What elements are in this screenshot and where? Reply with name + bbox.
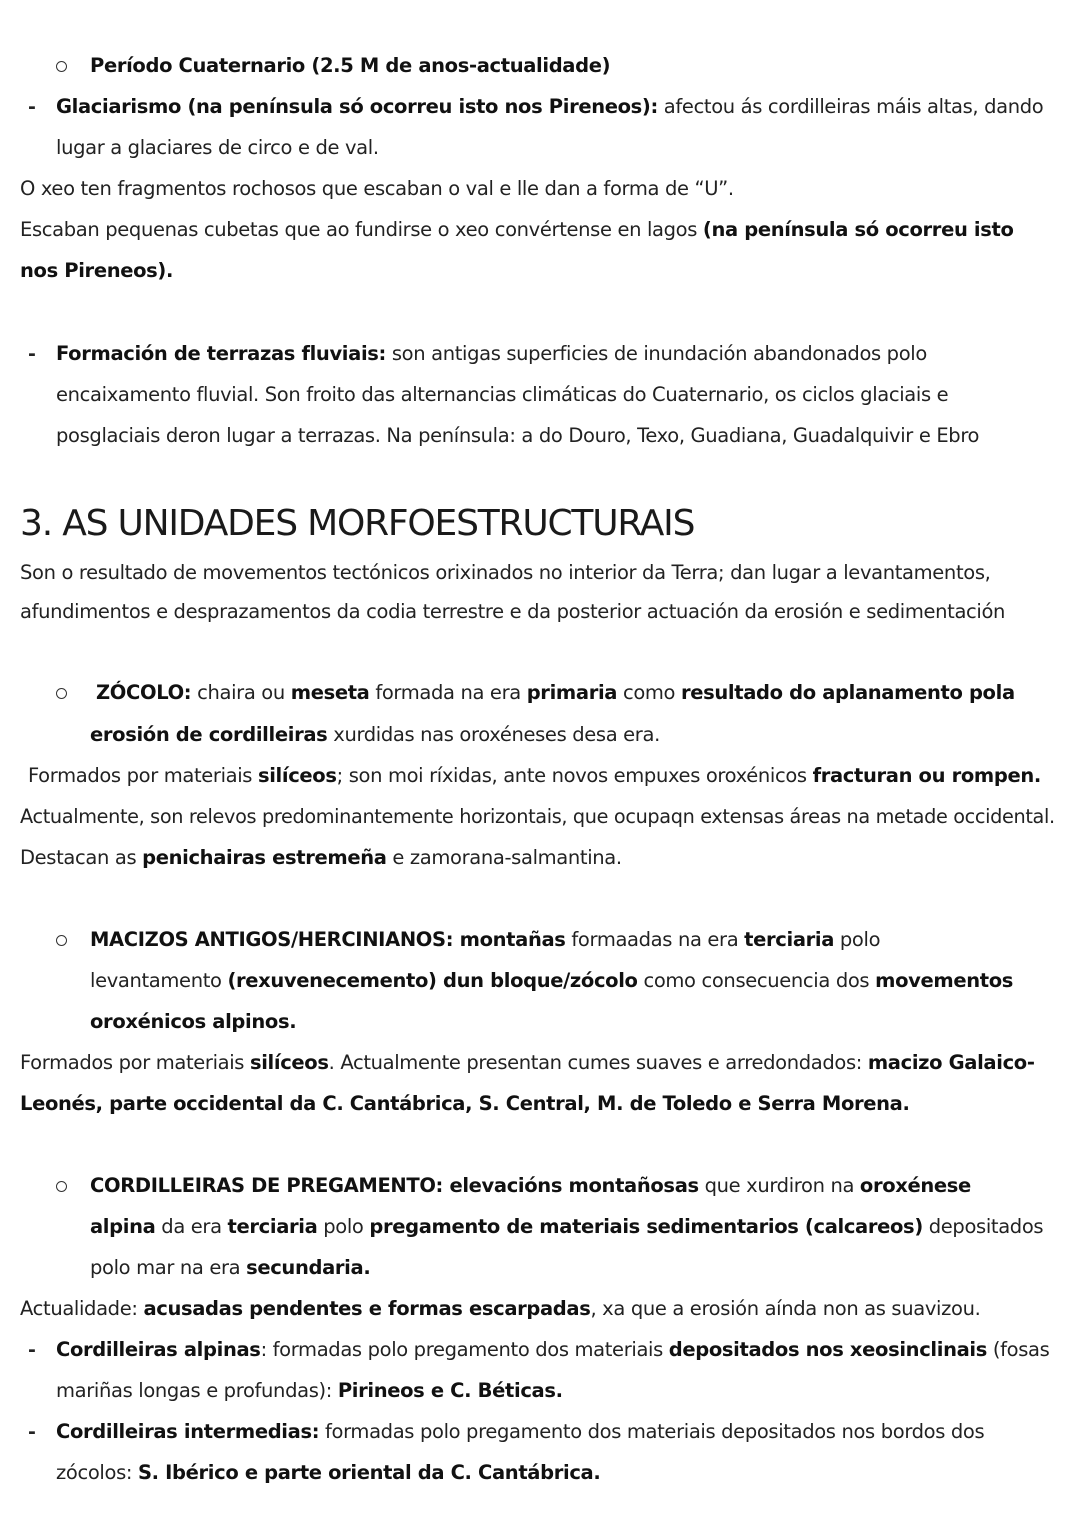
circle-bullet-icon [56, 61, 67, 72]
text-line: CORDILLEIRAS DE PREGAMENTO: elevacións montañosas que xurdiron na oroxénese [90, 1174, 971, 1197]
text-line: Escaban pequenas cubetas que ao fundirse o xeo convértense en lagos (na península só ocorreu isto [20, 218, 1014, 241]
text-line: Formación de terrazas fluviais: son antigas superficies de inundación abandonados polo [56, 342, 927, 365]
text-line: Formados por materiais silíceos; son moi ríxidas, ante novos empuxes oroxénicos fracturan ou rompen. [28, 764, 1041, 787]
text-line: posglaciais deron lugar a terrazas. Na península: a do Douro, Texo, Guadiana, Guadalquivir e Ebro [56, 424, 980, 447]
dash-bullet: - [28, 96, 36, 118]
circle-bullet-icon [56, 1181, 67, 1192]
circle-bullet-icon [56, 688, 67, 699]
text-line: MACIZOS ANTIGOS/HERCINIANOS: montañas formaadas na era terciaria polo [90, 928, 881, 951]
text-line: ZÓCOLO: chaira ou meseta formada na era primaria como resultado do aplanamento pola [96, 681, 1015, 704]
section-heading: 3. AS UNIDADES MORFOESTRUCTURAIS [20, 503, 695, 544]
text-line: nos Pireneos). [20, 259, 174, 282]
dash-bullet: - [28, 343, 36, 365]
text-line: lugar a glaciares de circo e de val. [56, 136, 379, 159]
dash-bullet: - [28, 1339, 36, 1361]
text-line: erosión de cordilleiras xurdidas nas oroxéneses desa era. [90, 723, 660, 746]
text-line: levantamento (rexuvenecemento) dun bloque/zócolo como consecuencia dos movementos [90, 969, 1013, 992]
text-line: Actualidade: acusadas pendentes e formas escarpadas, xa que a erosión aínda non as suavizou. [20, 1297, 981, 1320]
text-line: Formados por materiais silíceos. Actualmente presentan cumes suaves e arredondados: macizo Galaico- [20, 1051, 1035, 1074]
text-line: O xeo ten fragmentos rochosos que escaban o val e lle dan a forma de “U”. [20, 177, 734, 200]
text-line: Son o resultado de movementos tectónicos orixinados no interior da Terra; dan lugar a levantamentos, [20, 561, 991, 584]
dash-bullet: - [28, 1421, 36, 1443]
text-line: Glaciarismo (na península só ocorreu isto nos Pireneos): afectou ás cordilleiras máis altas, dando [56, 95, 1044, 118]
text-line: alpina da era terciaria polo pregamento de materiais sedimentarios (calcareos) depositados [90, 1215, 1044, 1238]
text-line: afundimentos e desprazamentos da codia terrestre e da posterior actuación da erosión e sedimentación [20, 600, 1006, 623]
text-line: encaixamento fluvial. Son froito das alternancias climáticas do Cuaternario, os ciclos glaciais e [56, 383, 949, 406]
text-line: Cordilleiras alpinas: formadas polo pregamento dos materiais depositados nos xeosinclinais (fosas [56, 1338, 1050, 1361]
text-line: Actualmente, son relevos predominantemente horizontais, que ocupaqn extensas áreas na metade occidental. [20, 805, 1055, 828]
text-line: zócolos: S. Ibérico e parte oriental da C. Cantábrica. [56, 1461, 601, 1484]
text-line: Leonés, parte occidental da C. Cantábrica, S. Central, M. de Toledo e Serra Morena. [20, 1092, 910, 1115]
circle-bullet-icon [56, 935, 67, 946]
subheading-cuaternario: Período Cuaternario (2.5 M de anos-actualidade) [90, 54, 611, 77]
text-line: polo mar na era secundaria. [90, 1256, 371, 1279]
text-line: Cordilleiras intermedias: formadas polo pregamento dos materiais depositados nos bordos dos [56, 1420, 985, 1443]
text-line: oroxénicos alpinos. [90, 1010, 297, 1033]
text-line: mariñas longas e profundas): Pirineos e C. Béticas. [56, 1379, 563, 1402]
text-line: Destacan as penichairas estremeña e zamorana-salmantina. [20, 846, 622, 869]
